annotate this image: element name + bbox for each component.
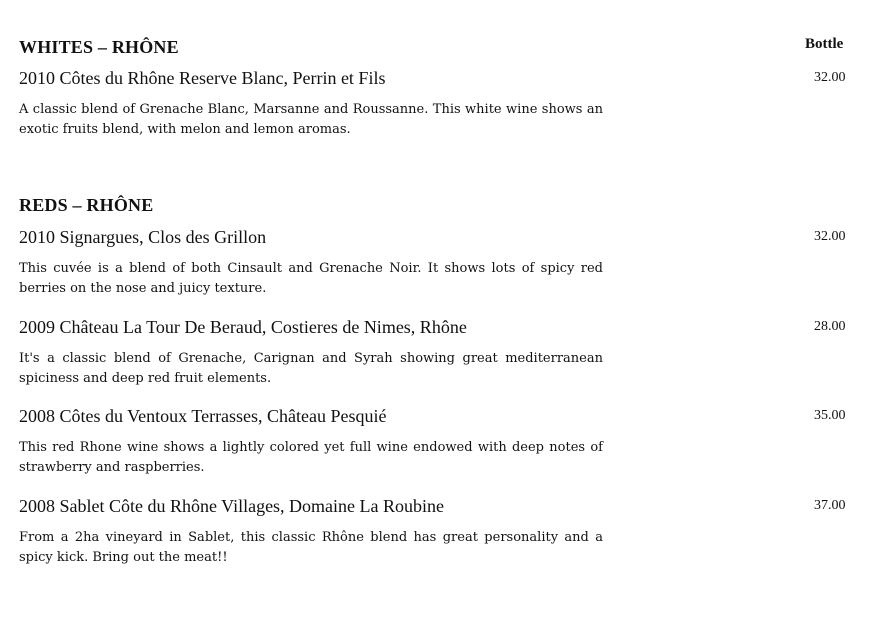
section-title-reds: REDS – RHÔNE <box>19 195 154 215</box>
wine-name: 2010 Signargues, Clos des Grillon <box>19 227 267 247</box>
wine-description: From a 2ha vineyard in Sablet, this classic Rhône blend has great personality and a spicy kick. Bring out the meat!! <box>19 530 603 565</box>
wine-description: This red Rhone wine shows a lightly colored yet full wine endowed with deep notes of strawberry and raspberries. <box>19 440 603 475</box>
wine-price: 32.00 <box>814 70 846 85</box>
wine-name: 2009 Château La Tour De Beraud, Costieres de Nimes, Rhône <box>19 317 467 337</box>
wine-description: This cuvée is a blend of both Cinsault and Grenache Noir. It shows lots of spicy red berries on the nose and juicy texture. <box>19 261 603 296</box>
wine-description: It's a classic blend of Grenache, Carignan and Syrah showing great mediterranean spiciness and deep red fruit elements. <box>19 351 603 386</box>
wine-name: 2010 Côtes du Rhône Reserve Blanc, Perrin et Fils <box>19 68 386 88</box>
wine-name: 2008 Côtes du Ventoux Terrasses, Château Pesquié <box>19 406 387 426</box>
wine-price: 28.00 <box>814 319 846 334</box>
bottle-column-header: Bottle <box>805 36 844 52</box>
wine-price: 35.00 <box>814 408 846 423</box>
wine-description: A classic blend of Grenache Blanc, Marsanne and Roussanne. This white wine shows an exotic fruits blend, with melon and lemon aromas. <box>19 102 603 137</box>
section-title-whites: WHITES – RHÔNE <box>19 37 179 57</box>
wine-price: 37.00 <box>814 498 846 513</box>
wine-name: 2008 Sablet Côte du Rhône Villages, Domaine La Roubine <box>19 496 445 516</box>
wine-price: 32.00 <box>814 229 846 244</box>
